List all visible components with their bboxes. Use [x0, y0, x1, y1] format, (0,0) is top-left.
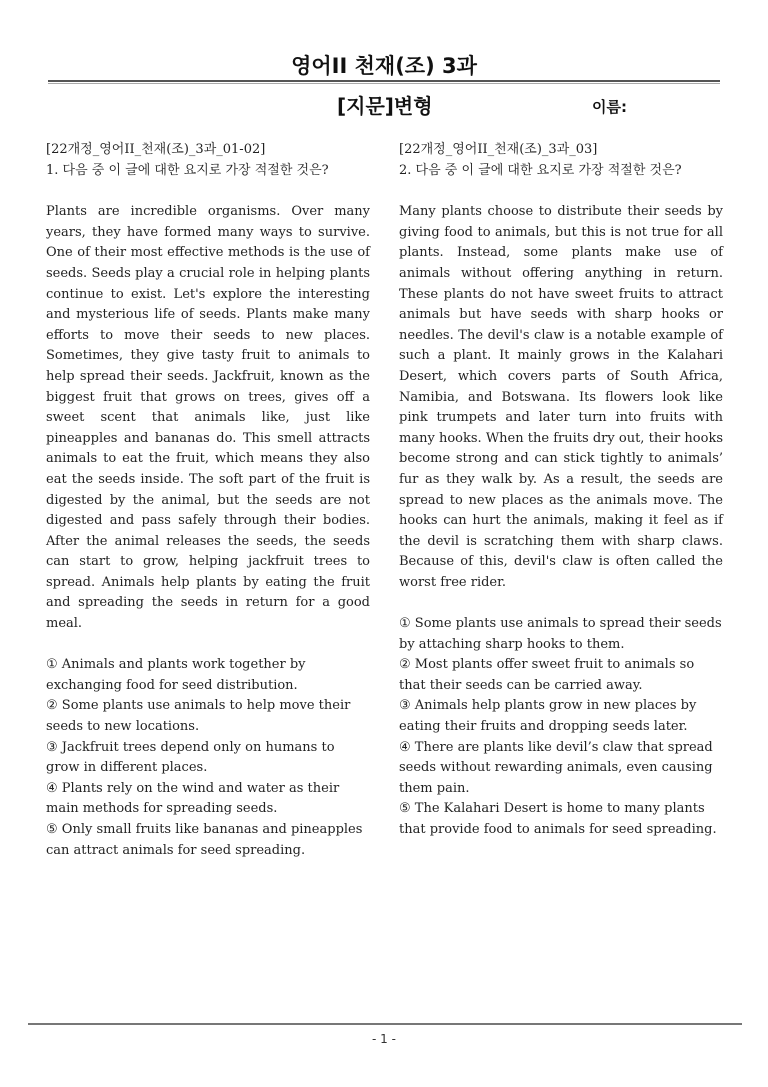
question-1-choices: [46, 655, 370, 861]
choice-item: ② Some plants use animals to help move their seeds to new locations.: [46, 698, 351, 735]
choice-item: ⑤ Only small fruits like bananas and pineapples can attract animals for seed spreading.: [46, 822, 363, 858]
question-2-choices: [399, 614, 723, 841]
title-rule-thin: [48, 83, 720, 84]
question-1-prompt: 1. 다음 중 이 글에 대한 요지로 가장 적절한 것은?: [46, 162, 329, 178]
choice-item: ⑤ The Kalahari Desert is home to many plants that provide food to animals for seed spreading.: [399, 801, 717, 837]
question-2: [399, 140, 723, 841]
title-rule-thick: [48, 80, 720, 82]
choice-item: ③ Animals help plants grow in new places by eating their fruits and dropping seeds later.: [399, 698, 697, 735]
page-subtitle: [지문]변형: [337, 94, 433, 118]
question-1: [46, 140, 370, 861]
choice-item: ① Some plants use animals to spread their seeds by attaching sharp hooks to them.: [399, 616, 722, 652]
question-2-code: [22개정_영어II_천재(조)_3과_03]: [399, 142, 598, 157]
page-number: - 1 -: [372, 1032, 396, 1046]
question-2-prompt: 2. 다음 중 이 글에 대한 요지로 가장 적절한 것은?: [399, 162, 682, 178]
choice-item: ② Most plants offer sweet fruit to animals so that their seeds can be carried away.: [399, 657, 695, 693]
footer-rule: [28, 1023, 742, 1025]
choice-item: ① Animals and plants work together by exchanging food for seed distribution.: [46, 657, 306, 693]
choice-item: ③ Jackfruit trees depend only on humans to grow in different places.: [46, 739, 335, 776]
question-1-passage: Plants are incredible organisms. Over many years, they have formed many ways to survive. One of their most effective methods is the use of seeds. Seeds play a crucial role in helping plants continue to exist. Let's explore the interesting and mysterious life of seeds. Plants make many efforts to move their seeds to new places. Sometimes, they give tasty fruit to animals to help spread their seeds. Jackfruit, known as the biggest fruit that grows on trees, gives off a sweet scent that animals like, just like pineapples and bananas do. This smell attracts animals to eat the fruit, which means they also eat the seeds inside. The soft part of the fruit is digested by the animal, but the seeds are not digested and pass safely through their bodies. After the animal releases the seeds, the seeds can start to grow, helping jackfruit trees to spread. Animals help plants by eating the fruit and spreading the seeds in return for a good meal.: [46, 204, 370, 632]
question-1-code: [22개정_영어II_천재(조)_3과_01-02]: [46, 142, 266, 157]
choice-item: ④ Plants rely on the wind and water as their main methods for spreading seeds.: [46, 780, 340, 817]
choice-item: ④ There are plants like devil’s claw that spread seeds without rewarding animals, even causing them pain.: [399, 739, 713, 796]
question-2-passage: Many plants choose to distribute their seeds by giving food to animals, but this is not true for all plants. Instead, some plants make use of animals without offering anything in return. These plants do not have sweet fruits to attract animals but have seeds with sharp hooks or needles. The devil's claw is a notable example of such a plant. It mainly grows in the Kalahari Desert, which covers parts of South Africa, Namibia, and Botswana. Its flowers look like pink trumpets and later turn into fruits with many hooks. When the fruits dry out, their hooks become strong and can stick tightly to animals’ fur as they walk by. As a result, the seeds are spread to new places as the animals move. The hooks can hurt the animals, making it feel as if the devil is scratching them with sharp claws. Because of this, devil's claw is often called the worst free rider.: [399, 204, 723, 590]
name-label: 이름:: [592, 98, 627, 116]
page-title: 영어II 천재(조) 3과: [291, 54, 477, 78]
